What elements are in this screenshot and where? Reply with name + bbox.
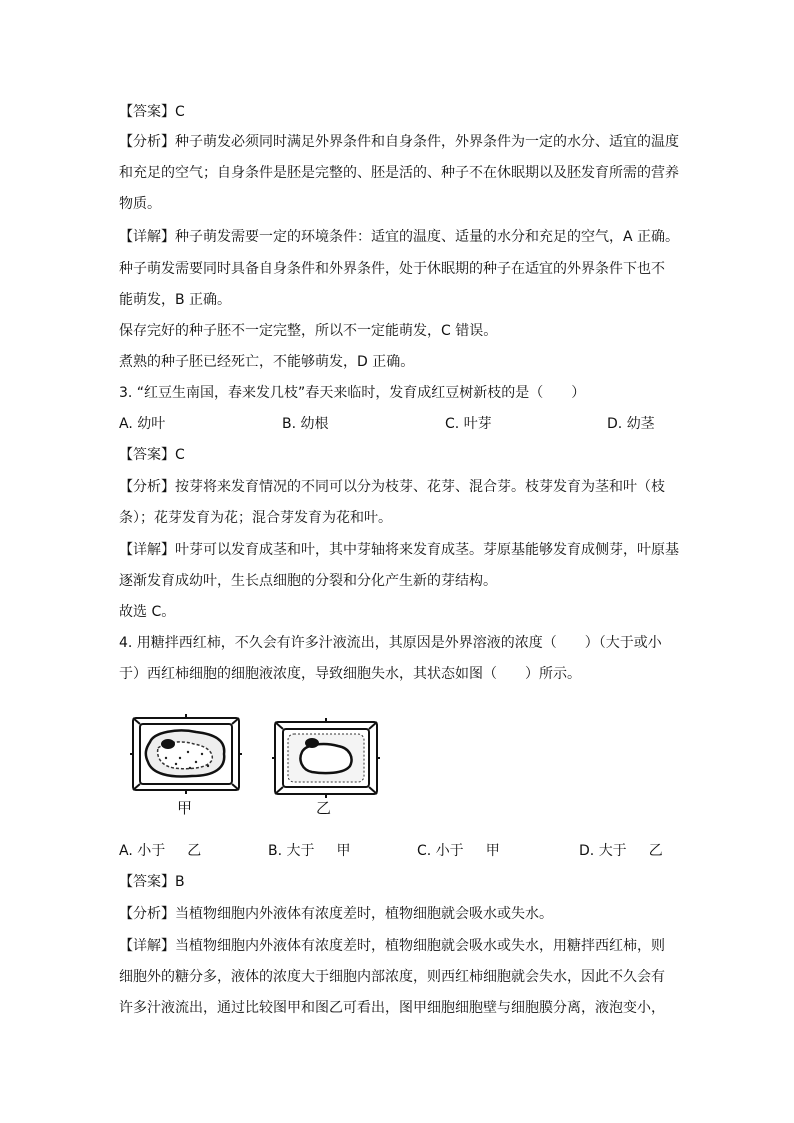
text-line: 能萌发，B 正确。 bbox=[119, 292, 232, 308]
option-text: 小于 bbox=[137, 843, 166, 859]
option-text: 大于 bbox=[598, 843, 627, 859]
text-line: 和充足的空气；自身条件是胚是完整的、胚是活的、种子不在休眠期以及胚发育所需的营养 bbox=[119, 165, 679, 181]
option-letter: D. bbox=[579, 843, 595, 859]
figure-label-yi: 乙 bbox=[316, 799, 332, 817]
text-line: 许多汁液流出，通过比较图甲和图乙可看出，图甲细胞细胞壁与细胞膜分离，液泡变小， bbox=[119, 1000, 665, 1016]
detail-line: 【详解】种子萌发需要一定的环境条件：适宜的温度、适量的水分和充足的空气，A 正确。 bbox=[119, 229, 680, 245]
option-letter: A. bbox=[119, 416, 133, 432]
text-line: 保存完好的种子胚不一定完整，所以不一定能萌发，C 错误。 bbox=[119, 323, 498, 339]
option-text: 叶芽 bbox=[463, 416, 492, 432]
figure-label-jia: 甲 bbox=[177, 799, 193, 817]
option-letter: B. bbox=[268, 843, 283, 859]
analysis-line: 【分析】当植物细胞内外液体有浓度差时，植物细胞就会吸水或失水。 bbox=[119, 906, 553, 922]
option-text: 幼根 bbox=[300, 416, 329, 432]
option-text: 大于 bbox=[286, 843, 315, 859]
text-line: 煮熟的种子胚已经死亡，不能够萌发，D 正确。 bbox=[119, 354, 415, 370]
option-text: 幼茎 bbox=[626, 416, 655, 432]
detail-line: 【详解】当植物细胞内外液体有浓度差时，植物细胞就会吸水或失水，用糖拌西红柿，则 bbox=[119, 938, 665, 954]
answer-line: 【答案】C bbox=[119, 104, 185, 120]
q3-option-c bbox=[445, 415, 492, 433]
q4-option-b bbox=[268, 842, 351, 860]
option-text: 幼叶 bbox=[137, 416, 166, 432]
q4-option-d bbox=[579, 842, 663, 860]
option-letter: A. bbox=[119, 843, 133, 859]
option-letter: C. bbox=[417, 843, 432, 859]
question-3: 3. “红豆生南国，春来发几枝”春天来临时，发育成红豆树新枝的是（ ） bbox=[119, 385, 586, 401]
option-letter: B. bbox=[282, 416, 297, 432]
option-figure: 甲 bbox=[336, 843, 351, 859]
answer-line: 【答案】B bbox=[119, 874, 185, 890]
analysis-line: 【分析】种子萌发必须同时满足外界条件和自身条件，外界条件为一定的水分、适宜的温度 bbox=[119, 134, 679, 150]
analysis-line: 【分析】按芽将来发育情况的不同可以分为枝芽、花芽、混合芽。枝芽发育为茎和叶（枝 bbox=[119, 479, 665, 495]
option-figure: 乙 bbox=[187, 843, 202, 859]
text-line: 逐渐发育成幼叶，生长点细胞的分裂和分化产生新的芽结构。 bbox=[119, 573, 497, 589]
question-4: 4. 用糖拌西红柿，不久会有许多汁液流出，其原因是外界溶液的浓度（ ）（大于或小 bbox=[119, 635, 662, 651]
q3-option-d bbox=[607, 415, 655, 433]
text-line: 故选 C。 bbox=[119, 604, 176, 620]
q3-option-a bbox=[119, 415, 165, 433]
q3-option-b bbox=[282, 415, 329, 433]
text-line: 条）；花芽发育为花；混合芽发育为花和叶。 bbox=[119, 510, 392, 526]
text-line: 物质。 bbox=[119, 196, 161, 212]
cell-jia-figure bbox=[130, 714, 242, 794]
q4-option-c bbox=[417, 842, 500, 860]
q4-option-a bbox=[119, 842, 201, 860]
option-text: 小于 bbox=[435, 843, 464, 859]
option-figure: 乙 bbox=[648, 843, 663, 859]
option-letter: D. bbox=[607, 416, 623, 432]
cell-yi-figure bbox=[272, 718, 380, 798]
detail-line: 【详解】叶芽可以发育成茎和叶，其中芽轴将来发育成茎。芽原基能够发育成侧芽，叶原基 bbox=[119, 542, 679, 558]
answer-line: 【答案】C bbox=[119, 447, 185, 463]
option-figure: 甲 bbox=[485, 843, 500, 859]
text-line: 于）西红柿细胞的细胞液浓度，导致细胞失水，其状态如图（ ）所示。 bbox=[119, 666, 581, 682]
option-letter: C. bbox=[445, 416, 460, 432]
text-line: 种子萌发需要同时具备自身条件和外界条件，处于休眠期的种子在适宜的外界条件下也不 bbox=[119, 261, 665, 277]
text-line: 细胞外的糖分多，液体的浓度大于细胞内部浓度，则西红柿细胞就会失水，因此不久会有 bbox=[119, 969, 665, 985]
